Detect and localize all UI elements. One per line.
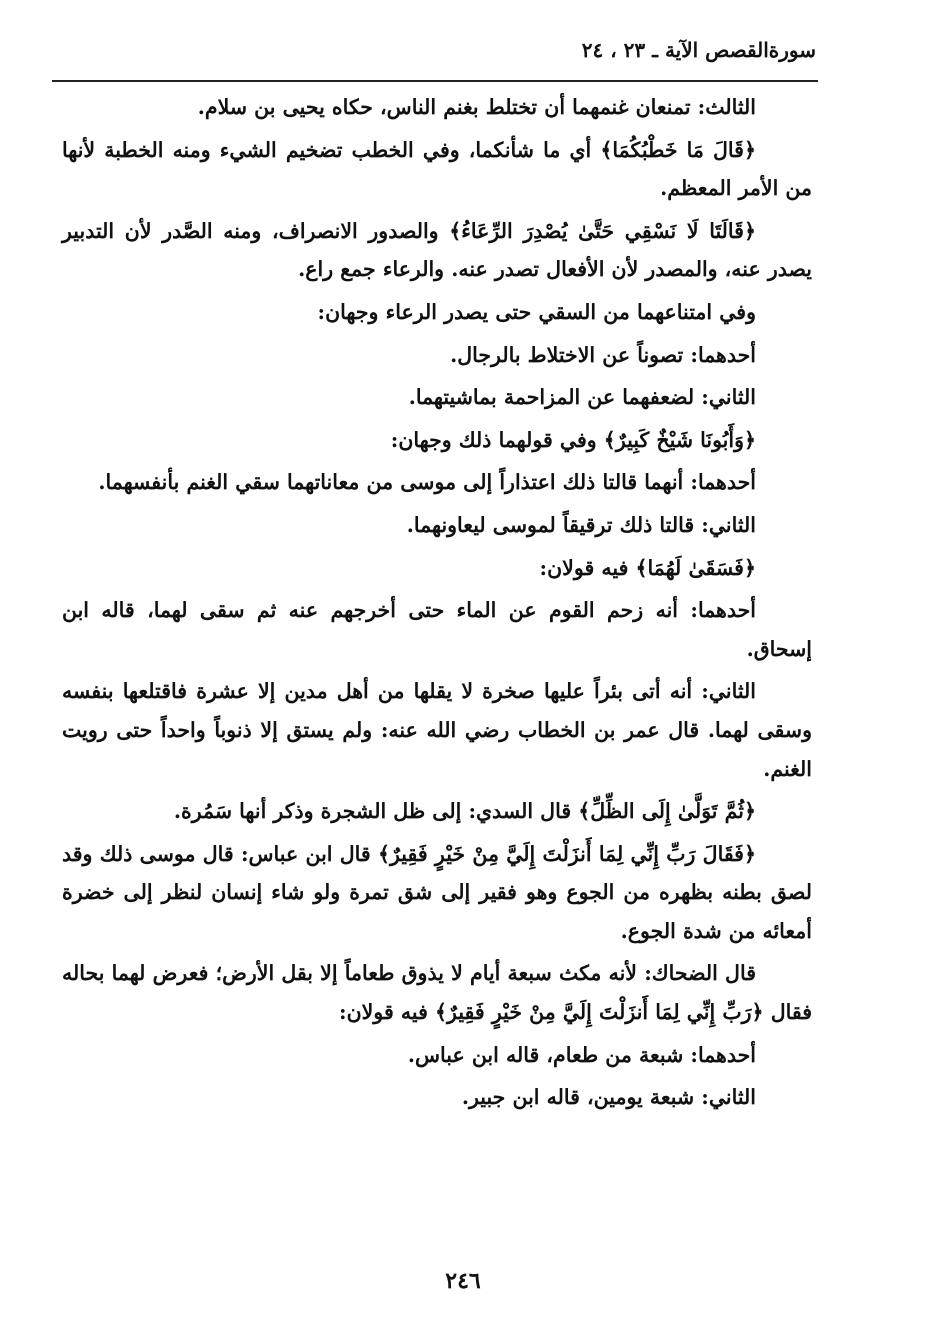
paragraph: أحدهما: تصوناً عن الاختلاط بالرجال.: [450, 342, 756, 367]
paragraph: الثالث: تمنعان غنمهما أن تختلط بغنم الناس، حكاه يحيى بن سلام.: [197, 95, 756, 119]
running-header: سورةالقصص الآية ـ ٢٣ ، ٢٤: [581, 38, 816, 62]
paragraph: الثاني: أنه أتى بئراً عليها صخرة لا يقلها من أهل مدين إلا عشرة فاقتلعها بنفسه وسقى لهما. قال عمر بن الخطاب رضي الله عنه: ولم يستق إلا ذنوباً واحداً حتى رويت الغنم.: [62, 679, 812, 781]
paragraph: ﴿فَقَالَ رَبِّ إِنِّي لِمَا أَنزَلْتَ إِلَيَّ مِنْ خَيْرٍ فَقِيرٌ﴾ قال ابن عباس: قال موسى ذلك وقد لصق بطنه بظهره من الجوع وهو فقير إلى شق تمرة ولو شاء إنسان لنظر إلى خضرة أمعائه من شدة الجوع.: [62, 841, 812, 943]
paragraph: ﴿فَسَقَىٰ لَهُمَا﴾ فيه قولان:: [539, 555, 756, 580]
paragraph: وفي امتناعهما من السقي حتى يصدر الرعاء وجهان:: [317, 299, 756, 324]
paragraph: ﴿قَالَ مَا خَطْبُكُمَا﴾ أي ما شأنكما، وفي الخطب تضخيم الشيء ومنه الخطبة لأنها من الأمر المعظم.: [62, 137, 812, 201]
paragraph: قال الضحاك: لأنه مكث سبعة أيام لا يذوق طعاماً إلا بقل الأرض؛ فعرض لهما بحاله فقال ﴿رَبِّ إِنِّي لِمَا أَنزَلْتَ إِلَيَّ مِنْ خَيْرٍ فَقِيرٌ﴾ فيه قولان:: [62, 961, 812, 1025]
paragraph: أحدهما: أنهما قالتا ذلك اعتذاراً إلى موسى من معاناتهما سقي الغنم بأنفسهما.: [98, 470, 756, 495]
paragraph: أحدهما: شبعة من طعام، قاله ابن عباس.: [407, 1042, 756, 1067]
commentary-body: [62, 88, 812, 1121]
header-divider: [52, 80, 818, 82]
page-number: ٢٤٦: [445, 1268, 481, 1294]
paragraph: ﴿وَأَبُونَا شَيْخٌ كَبِيرٌ﴾ وفي قولهما ذلك وجهان:: [390, 427, 756, 452]
paragraph: الثاني: شبعة يومين، قاله ابن جبير.: [461, 1085, 756, 1110]
paragraph: ﴿قَالَتَا لَا نَسْقِي حَتَّىٰ يُصْدِرَ الرِّعَاءُ﴾ والصدور الانصراف، ومنه الصَّدر لأن التدبير يصدر عنه، والمصدر لأن الأفعال تصدر عنه. والرعاء جمع راع.: [62, 218, 812, 282]
paragraph: ﴿ثُمَّ تَوَلَّىٰ إِلَى الظِّلِّ﴾ قال السدي: إلى ظل الشجرة وذكر أنها سَمُرة.: [173, 799, 756, 824]
paragraph: الثاني: لضعفهما عن المزاحمة بماشيتهما.: [408, 385, 756, 410]
paragraph: الثاني: قالتا ذلك ترقيقاً لموسى ليعاونهما.: [406, 512, 756, 537]
paragraph: أحدهما: أنه زحم القوم عن الماء حتى أخرجهم عنه ثم سقى لهما، قاله ابن إسحاق.: [62, 598, 812, 661]
